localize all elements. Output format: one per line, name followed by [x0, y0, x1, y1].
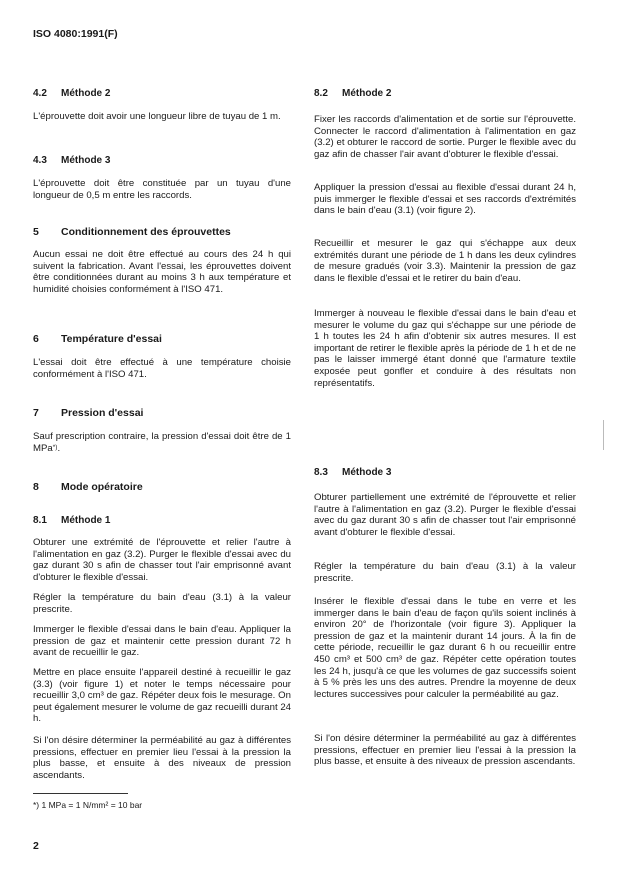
section-8-3-para-4: Si l'on désire déterminer la perméabilité au gaz à différentes pressions, effectuer en premier lieu l'essai à la pression la plus basse, et ensuite à des niveaux de pression ascendants. — [314, 733, 576, 768]
section-8-1-para-2: Régler la température du bain d'eau (3.1) à la valeur prescrite. — [33, 592, 291, 615]
section-8-1-para-3: Immerger le flexible d'essai dans le bain d'eau. Appliquer la pression de gaz et maintenir cette pression durant 72 h avant de recueillir le gaz. — [33, 624, 291, 659]
section-6-text: L'essai doit être effectué à une température choisie conformément à l'ISO 471. — [33, 357, 291, 380]
section-8-3-para-1: Obturer partiellement une extrémité de l'éprouvette et relier l'autre à l'alimentation en gaz (3.2). Purger le flexible d'essai avec du gaz durant 30 s afin de chasser tout l'air emprisonné avant d'obturer le flexible d'essai. — [314, 492, 576, 538]
section-4-3-text: L'éprouvette doit être constituée par un tuyau d'une longueur de 0,5 m entre les raccords. — [33, 178, 291, 201]
section-5-heading: 5 Conditionnement des éprouvettes — [33, 226, 231, 238]
section-8-3-para-2: Régler la température du bain d'eau (3.1) à la valeur prescrite. — [314, 561, 576, 584]
page-number: 2 — [33, 840, 39, 852]
section-4-3-heading: 4.3 Méthode 3 — [33, 155, 111, 166]
footnote-rule — [33, 793, 128, 794]
section-8-2-para-3: Recueillir et mesurer le gaz qui s'échappe aux deux extrémités durant une période de 1 h dans les deux cylindres de mesure gradués (voir 3.3). Maintenir la pression de gaz dans le flexible d'essai et le retirer du bain d'eau. — [314, 238, 576, 284]
section-7-heading: 7 Pression d'essai — [33, 407, 144, 419]
section-5-text: Aucun essai ne doit être effectué au cours des 24 h qui suivent la fabrication. Avant l'essai, les éprouvettes doivent être conditionnées durant au moins 3 h aux température et humidité choisies conformément à l'ISO 471. — [33, 249, 291, 295]
section-8-2-para-1: Fixer les raccords d'alimentation et de sortie sur l'éprouvette. Connecter le raccord d'alimentation à l'alimentation en gaz (3.2) et obturer le raccord de sortie. Purger le flexible avec du gaz afin de chasser l'air avant d'obturer le flexible d'essai. — [314, 114, 576, 160]
section-4-2-text: L'éprouvette doit avoir une longueur libre de tuyau de 1 m. — [33, 111, 281, 122]
document-header: ISO 4080:1991(F) — [33, 28, 118, 40]
margin-mark — [603, 420, 604, 450]
section-8-2-para-4: Immerger à nouveau le flexible d'essai dans le bain d'eau et mesurer le volume du gaz qui s'échappe sur une période de 1 h toutes les 24 h afin d'obtenir six autres mesures. Il est important de retirer le flexible après la période de 1 h et de ne pas le laisser immergé étant donné que l'armature textile exposée peut gonfler et conduire à des résultats non représentatifs. — [314, 308, 576, 389]
section-8-3-para-3: Insérer le flexible d'essai dans le tube en verre et les immerger dans le bain d'eau de façon qu'ils soient inclinés à environ 20° de l'horizontale (voir figure 3). Appliquer la pression de gaz et la maintenir durant 14 jours. À la fin de cette période, recueillir le gaz durant 6 h ou recueillir entre 450 cm³ et 500 cm³ de gaz. Répéter cette opération toutes les 24 h, jusqu'à ce que les volumes de gaz successifs soient à 5 % près les uns des autres. Prendre la moyenne de deux lectures successives pour calculer la perméabilité au gaz. — [314, 596, 576, 700]
section-8-3-heading: 8.3 Méthode 3 — [314, 467, 392, 478]
section-8-1-para-4: Mettre en place ensuite l'appareil destiné à recueillir le gaz (3.3) (voir figure 1) et noter le temps nécessaire pour recueillir 3,0 cm³ de gaz. Répéter deux fois le mesurage. On peut également mesurer le volume de gaz recueilli durant 24 h. — [33, 667, 291, 725]
section-8-2-para-2: Appliquer la pression d'essai au flexible d'essai durant 24 h, puis immerger le flexible d'essai et ses raccords d'extrémités dans le bain d'eau (3.1) (voir figure 2). — [314, 182, 576, 217]
section-4-2-heading: 4.2 Méthode 2 — [33, 88, 111, 99]
section-8-1-para-1: Obturer une extrémité de l'éprouvette et relier l'autre à l'alimentation en gaz (3.2). Purger le flexible d'essai avec du gaz durant 30 s afin de chasser tout l'air emprisonné avant d'obturer le flexible d'essai. — [33, 537, 291, 583]
footnote-mark: *) — [52, 443, 58, 451]
footnote: *) 1 MPa = 1 N/mm² = 10 bar — [33, 800, 143, 810]
section-7-text: Sauf prescription contraire, la pression d'essai doit être de 1 MPa*). — [33, 431, 291, 454]
section-8-1-heading: 8.1 Méthode 1 — [33, 515, 111, 526]
section-6-heading: 6 Température d'essai — [33, 333, 162, 345]
section-8-2-heading: 8.2 Méthode 2 — [314, 88, 392, 99]
section-8-1-para-5: Si l'on désire déterminer la perméabilité au gaz à différentes pressions, effectuer en premier lieu l'essai à la pression la plus basse, et ensuite à des niveaux de pression ascendants. — [33, 735, 291, 781]
section-8-heading: 8 Mode opératoire — [33, 481, 143, 493]
